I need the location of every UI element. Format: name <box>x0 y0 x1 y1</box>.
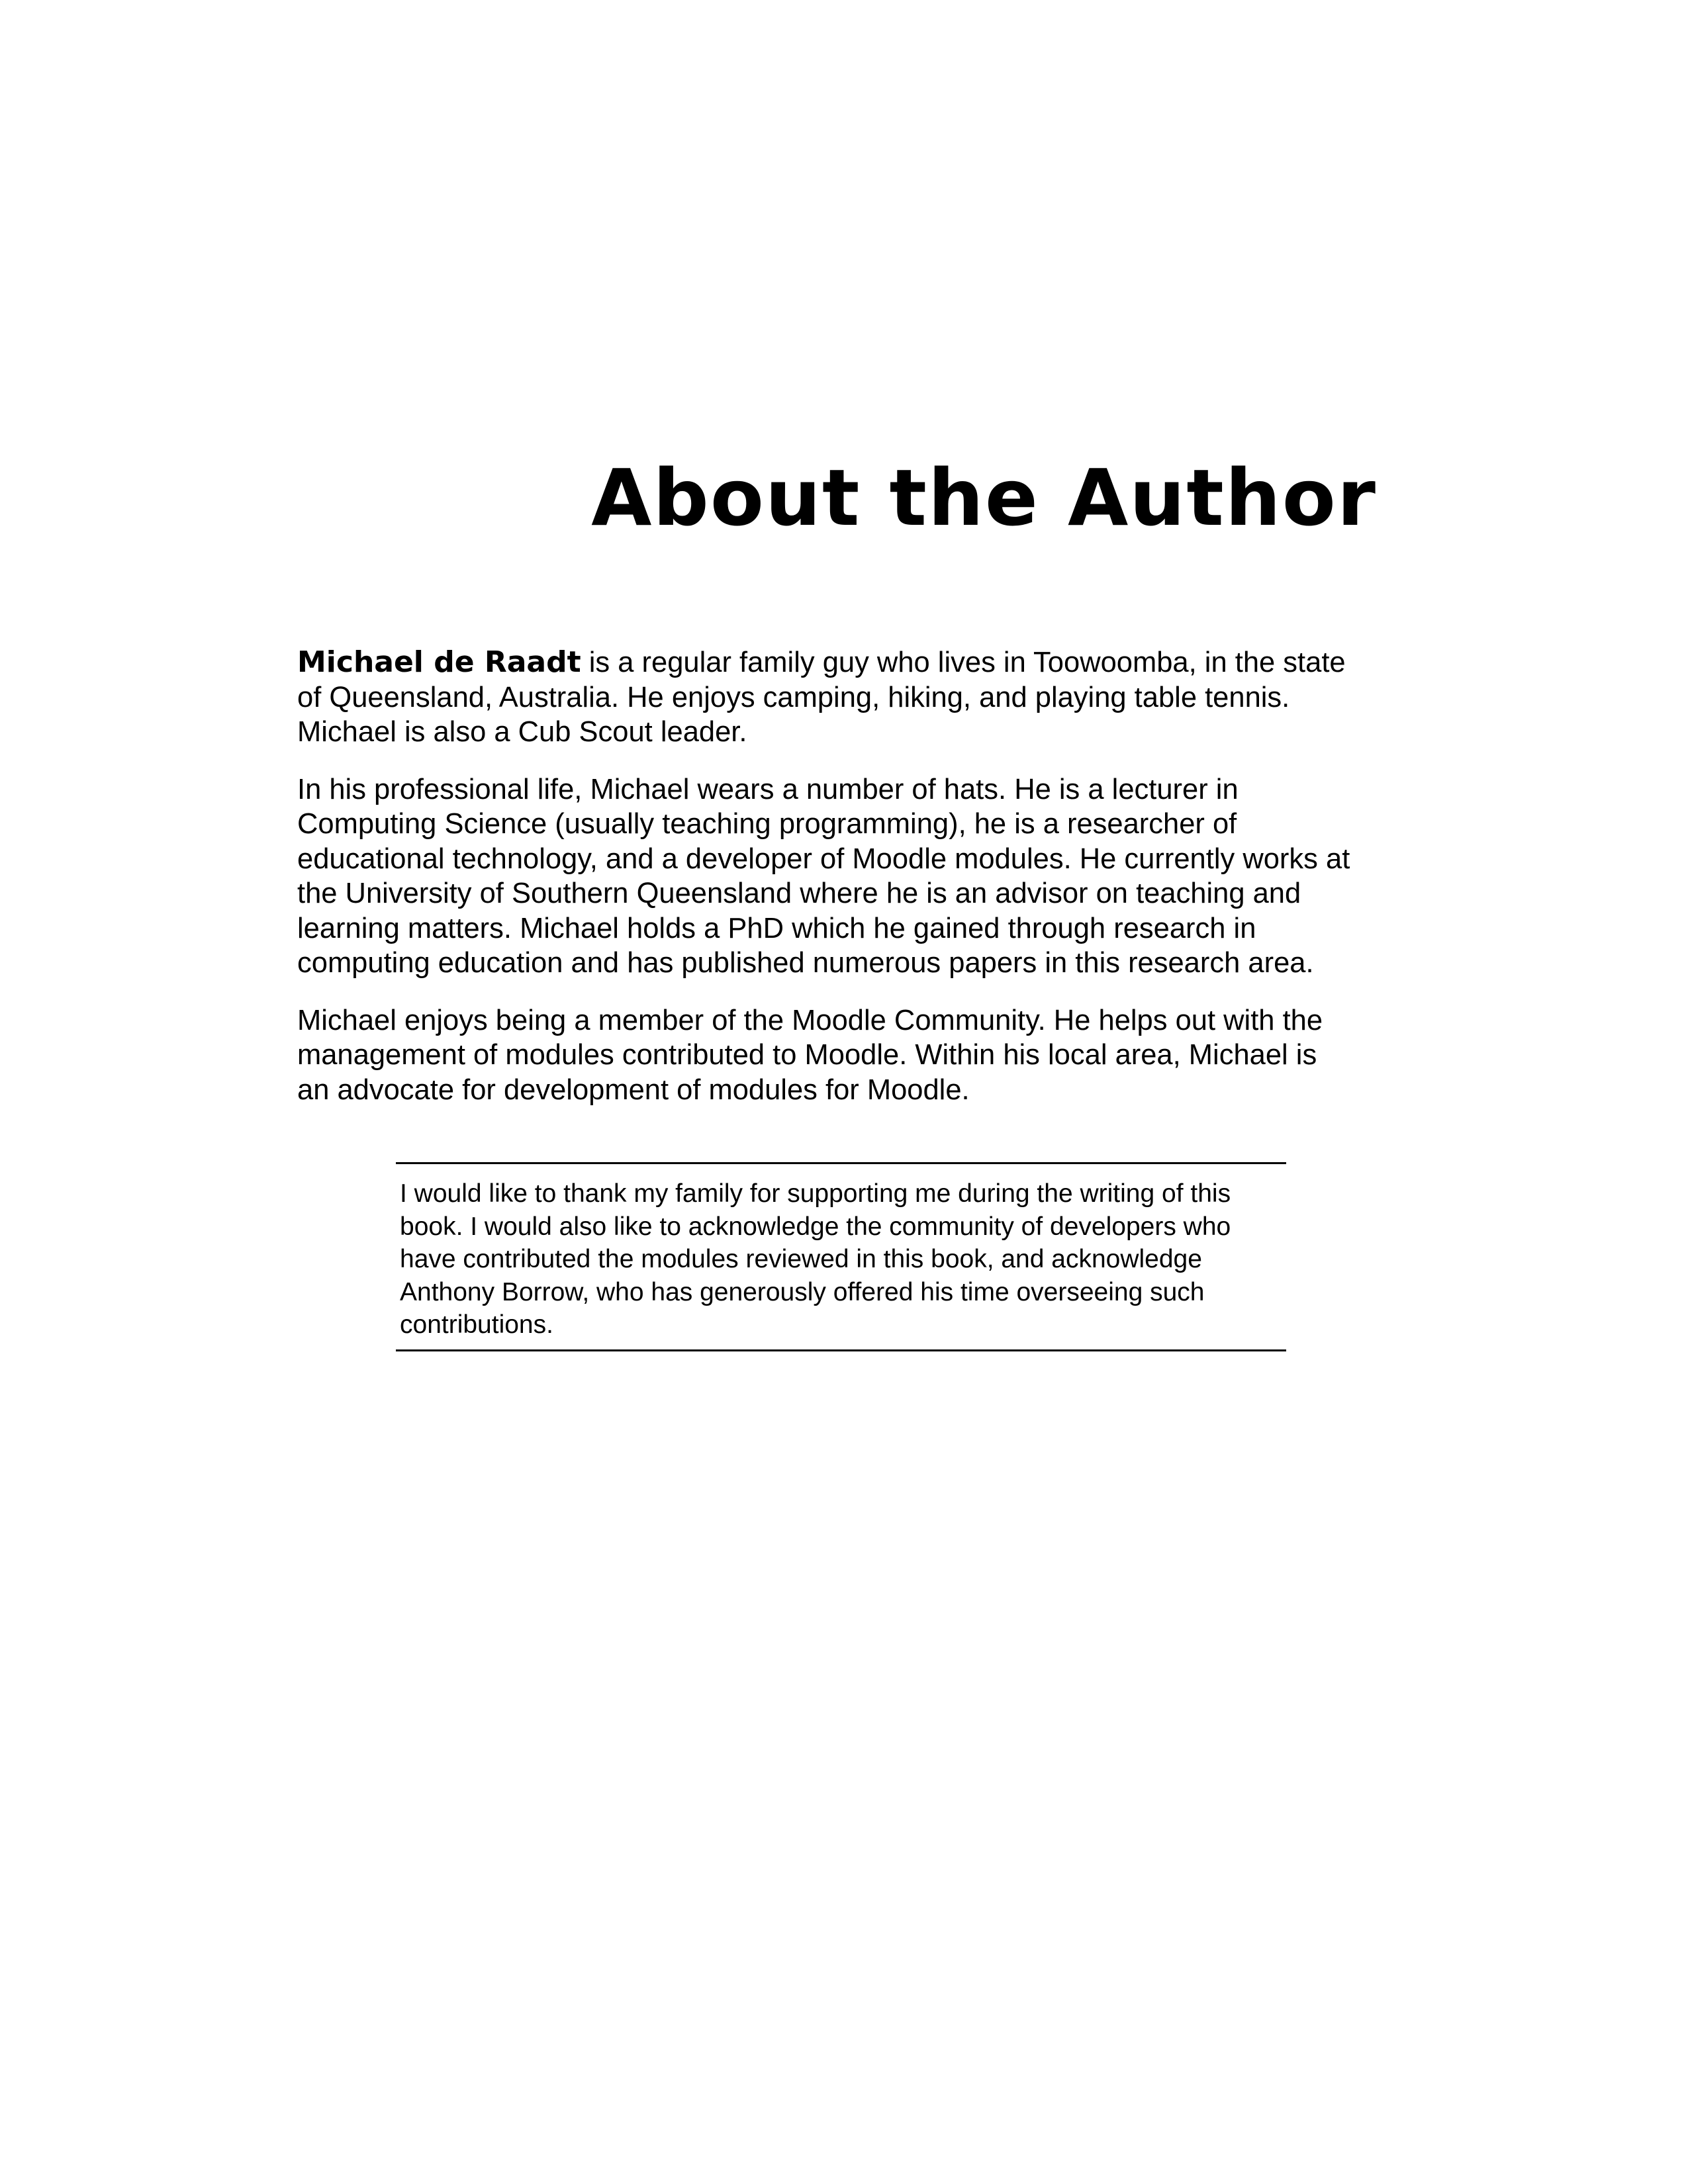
bio-paragraph-1-text: is a regular family guy who lives in Toowoomba, in the state of Queensland, Australia. He enjoys camping, hiking, and playing table tennis. Michael is also a Cub Scout leader. <box>297 647 1346 748</box>
author-name: Michael de Raadt <box>297 645 581 679</box>
acknowledgement-text: I would like to thank my family for supporting me during the writing of this book. I would also like to acknowledge the community of developers who have contributed the modules reviewed in this book, and acknowledge Anthony Borrow, who has generously offered his time overseeing such contributions. <box>400 1179 1231 1339</box>
acknowledgement-box <box>396 1162 1286 1351</box>
bio-paragraph-3: Michael enjoys being a member of the Moodle Community. He helps out with the management of modules contributed to Moodle. Within his local area, Michael is an advocate for development of modules for Moodle. <box>297 1004 1323 1106</box>
page-title: About the Author <box>591 452 1377 543</box>
author-bio <box>297 645 1353 1130</box>
bio-paragraph-1 <box>297 645 1353 750</box>
bio-paragraph-2: In his professional life, Michael wears a number of hats. He is a lecturer in Computing Science (usually teaching programming), he is a researcher of educational technology, and a developer of Moodle modules. He currently works at the University of Southern Queensland where he is an advisor on teaching and learning matters. Michael holds a PhD which he gained through research in computing education and has published numerous papers in this research area. <box>297 773 1350 979</box>
